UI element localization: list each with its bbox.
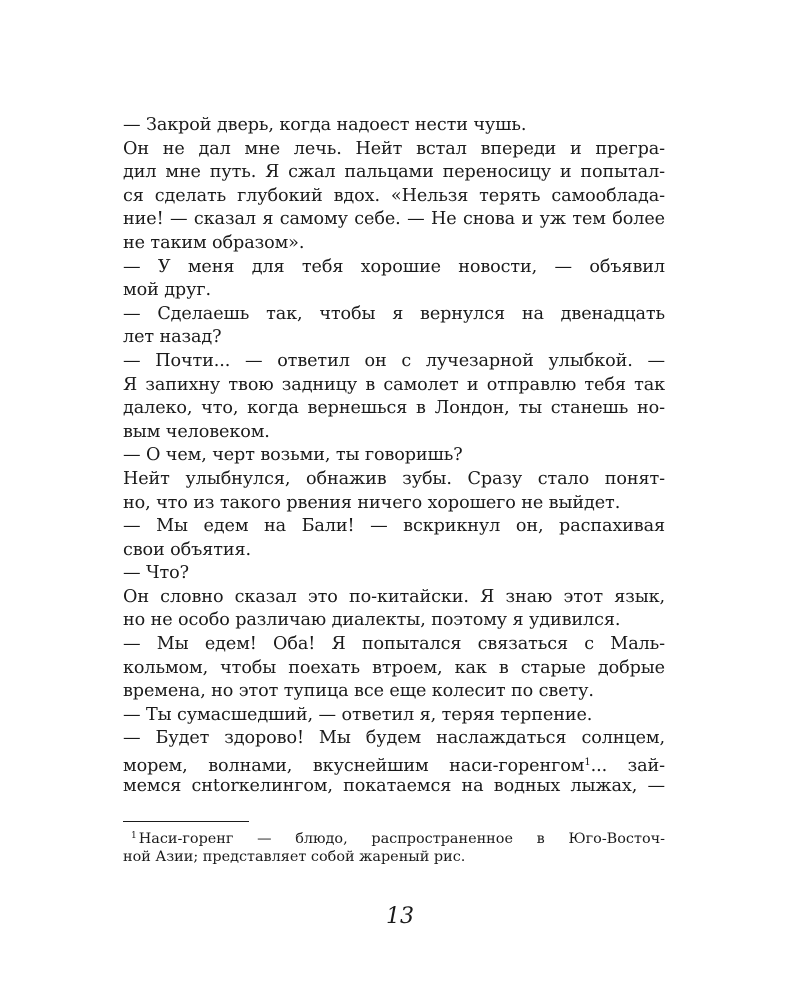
page-number: 13 [386, 904, 414, 929]
text-line: ние! — сказал я самому себе. — Не снова и уж тем более [123, 209, 665, 230]
text-line: ся сделать глубокий вдох. «Нельзя терять самооблада- [123, 185, 665, 206]
text-line: Я запихну твою задницу в самолет и отправлю тебя так [123, 374, 665, 395]
text-line: — Почти... — ответил он с лучезарной улыбкой. — [123, 350, 665, 371]
footnote-line [123, 826, 665, 847]
text-line: мемся снtorкелингом, покатаемся на водных лыжах, — [123, 775, 665, 796]
text-line: — Будет здорово! Мы будем наслаждаться солнцем, [123, 728, 665, 749]
text-line: — О чем, черт возьми, ты говоришь? [123, 445, 463, 466]
text-line: — Ты сумасшедший, — ответил я, теряя терпение. [123, 704, 593, 725]
text-line: — Мы едем! Оба! Я попытался связаться с Маль- [123, 634, 665, 655]
text-line-part: ... зай- [590, 756, 665, 777]
text-line: но не особо различаю диалекты, поэтому я удивился. [123, 610, 621, 631]
text-line: — Что? [123, 563, 189, 584]
footnote-mark: 1 [131, 831, 137, 841]
text-line: дил мне путь. Я сжал пальцами переносицу и попытал- [123, 162, 665, 183]
text-line: Он словно сказал это по-китайски. Я знаю этот язык, [123, 586, 665, 607]
text-line: — Мы едем на Бали! — вскрикнул он, распахивая [123, 516, 665, 537]
footnote-divider [123, 821, 249, 822]
text-line: лет назад? [123, 327, 222, 348]
text-line: далеко, что, когда вернешься в Лондон, ты станешь но- [123, 398, 665, 419]
text-line: времена, но этот тупица все еще колесит по свету. [123, 681, 594, 702]
footnote-text: Наси-горенг — блюдо, распространенное в Юго-Восточ- [138, 831, 665, 847]
text-line: — У меня для тебя хорошие новости, — объявил [123, 256, 665, 277]
text-line-part: морем, волнами, вкуснейшим наси-горенгом [123, 756, 585, 777]
text-line: мой друг. [123, 280, 211, 301]
footnote [123, 826, 665, 868]
text-line: свои объятия. [123, 539, 251, 560]
footnote-reference[interactable]: 1 [584, 757, 591, 769]
text-line: Он не дал мне лечь. Нейт встал впереди и прегра- [123, 138, 665, 159]
body-text [123, 114, 665, 798]
text-line: вым человеком. [123, 421, 270, 442]
text-line: кольмом, чтобы поехать втроем, как в старые добрые [123, 657, 665, 678]
text-line: — Закрой дверь, когда надоест нести чушь. [123, 115, 527, 135]
text-line: — Сделаешь так, чтобы я вернулся на двенадцать [123, 303, 665, 324]
text-line: не таким образом». [123, 232, 305, 253]
text-line-with-footnote [123, 751, 665, 775]
footnote-line: ной Азии; представляет собой жареный рис. [123, 849, 466, 865]
text-line: но, что из такого рвения ничего хорошего не выйдет. [123, 492, 621, 513]
text-line: Нейт улыбнулся, обнажив зубы. Сразу стало понят- [123, 468, 665, 489]
